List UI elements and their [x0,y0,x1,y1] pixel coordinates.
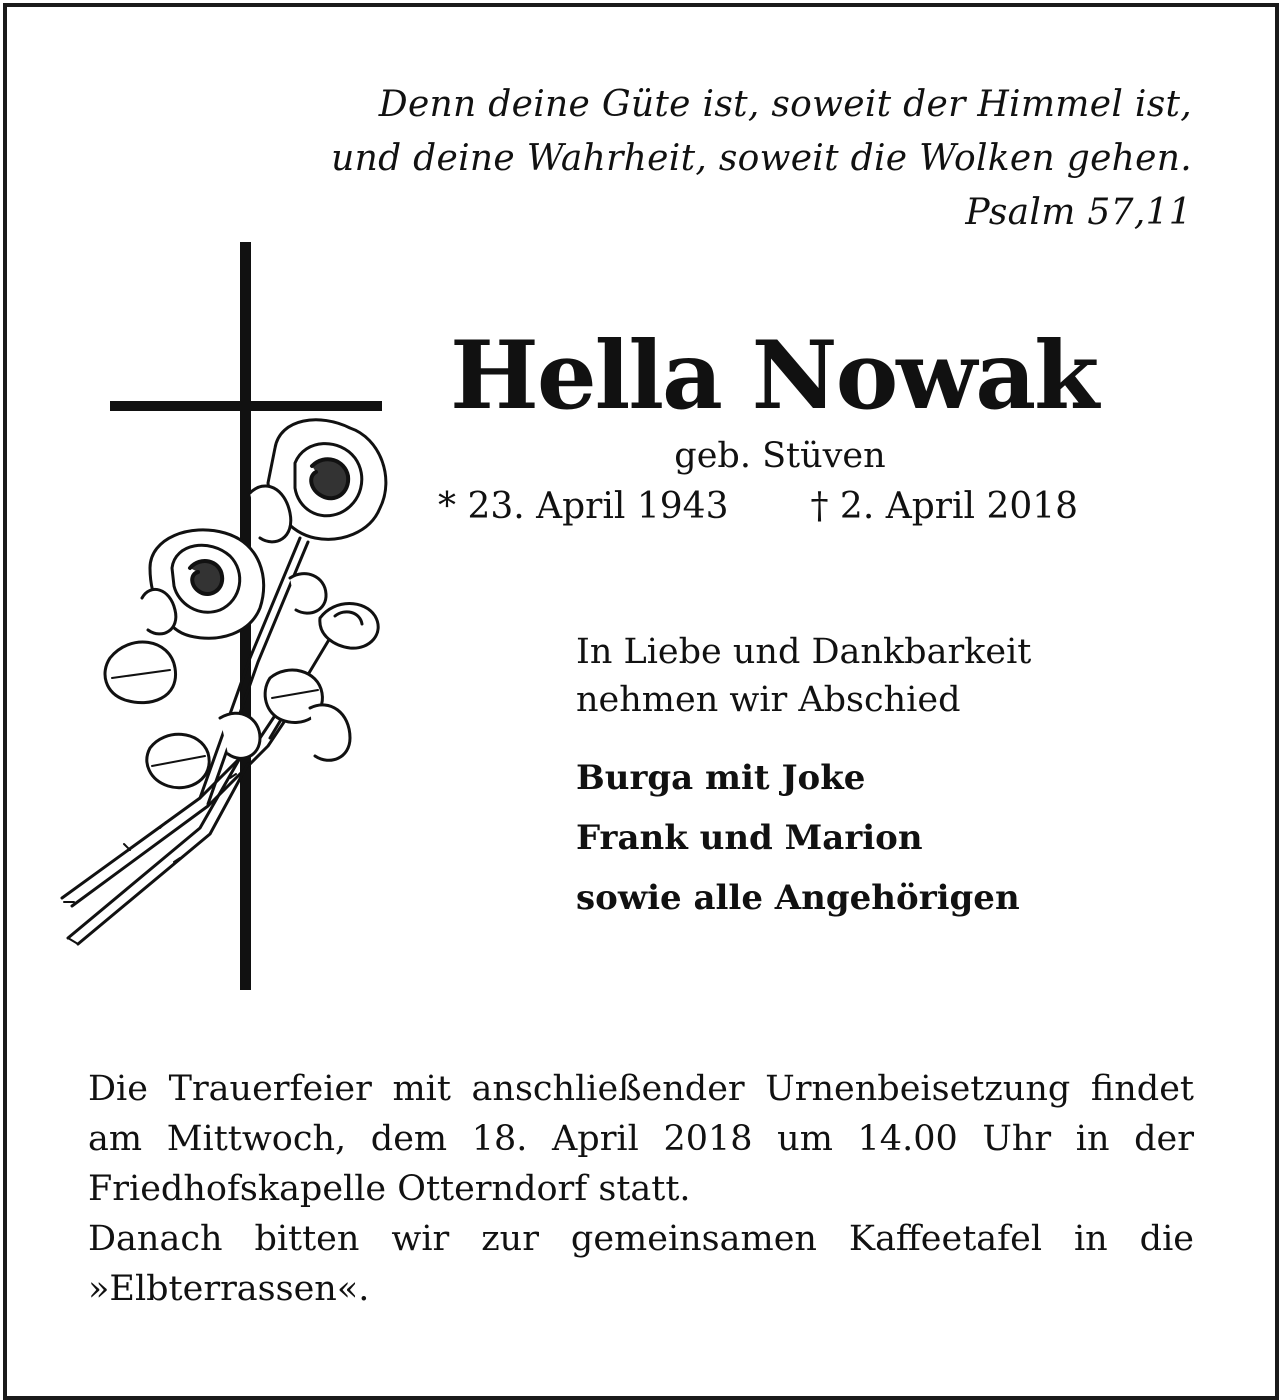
mourners-list [576,748,1020,928]
cross-with-roses-svg [50,238,400,998]
bible-verse [331,78,1192,240]
mourner-entry: Burga mit Joke [576,758,866,798]
birth-name: geb. Stüven [674,436,886,476]
verse-reference: Psalm 57,11 [965,192,1192,233]
death-date: † 2. April 2018 [810,486,1079,527]
service-paragraph-2: Danach bitten wir zur gemeinsamen Kaffeetafel in die »Elbterrassen«. [88,1219,1194,1309]
service-details [88,1064,1194,1314]
verse-line-2: und deine Wahrheit, soweit die Wolken gehen. [331,138,1192,179]
birth-date: * 23. April 1943 [438,486,729,527]
farewell-line-1: In Liebe und Dankbarkeit [576,632,1032,672]
life-dates [438,484,1078,530]
cross-with-roses-icon [50,238,400,998]
mourner-entry: sowie alle Angehörigen [576,878,1020,918]
farewell-message [576,628,1031,724]
deceased-name: Hella Nowak [450,321,1098,431]
mourner-entry: Frank und Marion [576,818,923,858]
farewell-line-2: nehmen wir Abschied [576,680,961,720]
service-paragraph-1: Die Trauerfeier mit anschließender Urnenbeisetzung findet am Mittwoch, dem 18. April 2018 um 14.00 Uhr in der Friedhofskapelle Otterndorf statt. [88,1069,1194,1209]
verse-line-1: Denn deine Güte ist, soweit der Himmel ist, [378,84,1192,125]
